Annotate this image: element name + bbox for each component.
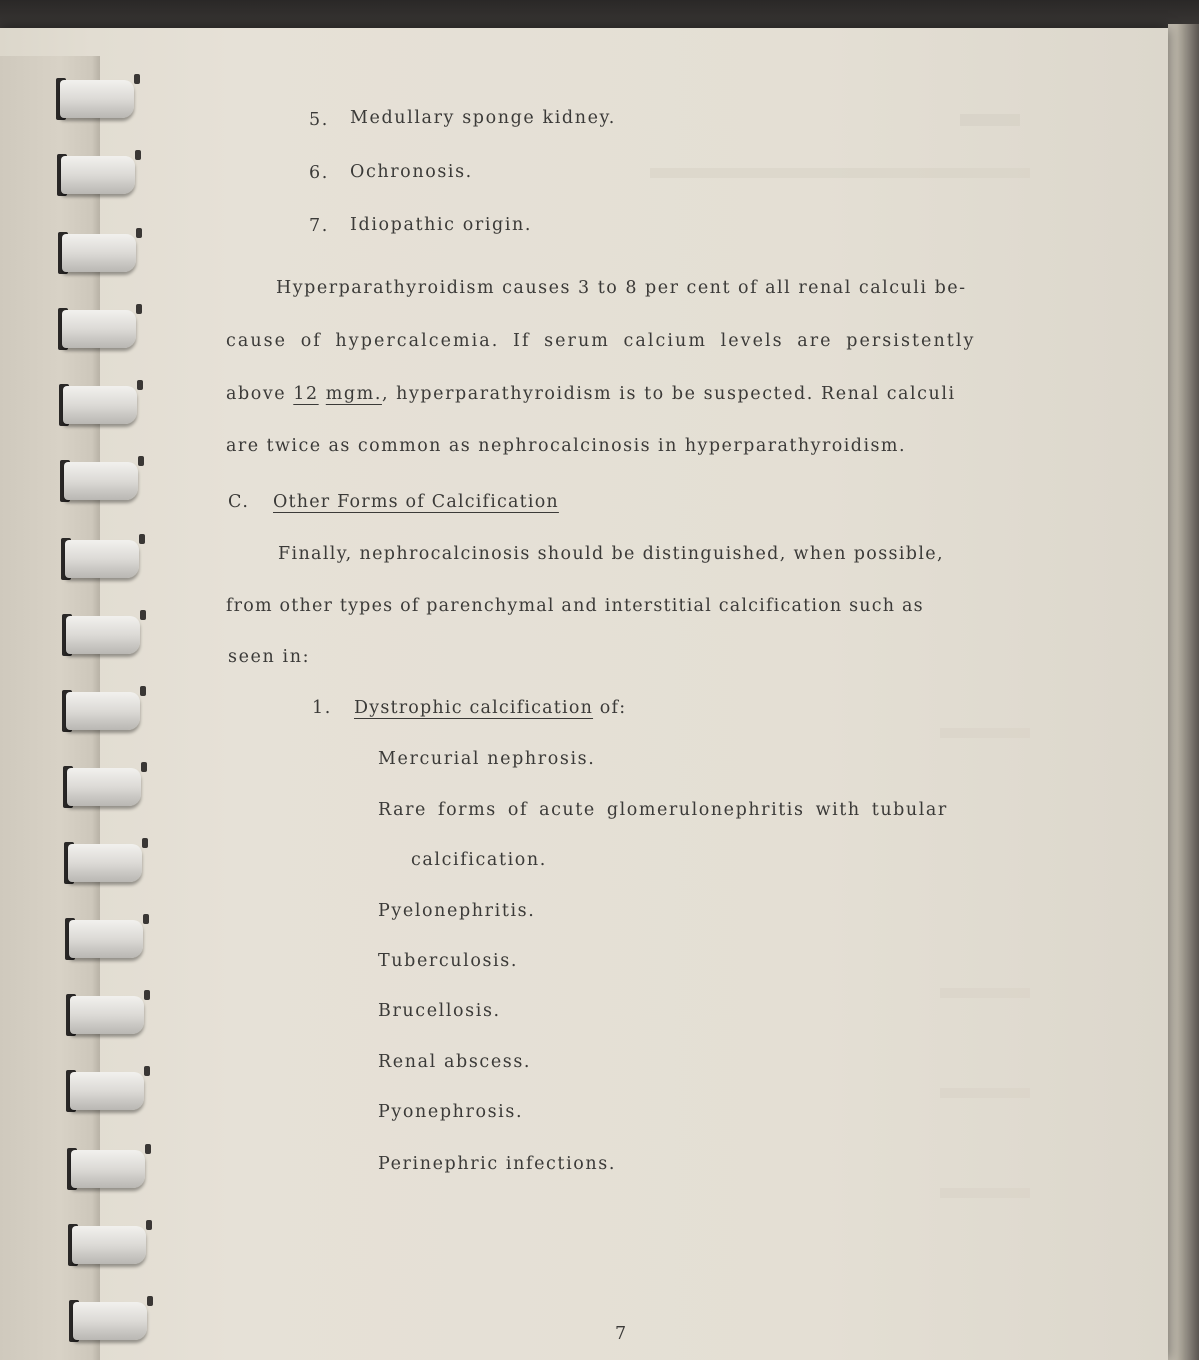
ring-tip [134,74,140,84]
ring-loop [62,310,136,348]
binding-ring [65,914,149,964]
ring-loop [64,462,138,500]
ring-loop [72,1226,146,1264]
ring-loop [61,156,135,194]
paragraph-text: above [226,384,294,404]
condition-item: Renal abscess. [378,1052,532,1072]
ring-loop [65,540,139,578]
paragraph-text [319,384,326,404]
paragraph-line: seen in: [228,647,311,667]
show-through-line [940,988,1030,998]
ring-loop [66,616,140,654]
ring-tip [137,380,143,390]
binding-ring [57,150,141,200]
ring-loop [67,768,141,806]
ring-loop [60,80,134,118]
ring-loop [62,234,136,272]
paragraph-line: are twice as common as nephrocalcinosis in hyperparathyroidism. [226,436,906,456]
ring-loop [66,692,140,730]
list-item-number: 5. [309,110,329,130]
ring-loop [69,920,143,958]
list-item-number: 7. [309,216,329,236]
binding-ring [66,1066,150,1116]
show-through-line [650,168,1030,178]
paragraph-line: cause of hypercalcemia. If serum calcium levels are persistently [226,331,976,351]
ring-tip [136,228,142,238]
ring-tip [143,914,149,924]
ring-loop [70,996,144,1034]
show-through-line [940,1188,1030,1198]
paragraph-line: Hyperparathyroidism causes 3 to 8 per cent of all renal calculi be- [276,278,967,298]
ring-tip [135,150,141,160]
ring-tip [144,1066,150,1076]
list-item-number: 6. [309,163,329,183]
condition-item: calcification. [411,850,547,870]
sub-item-number: 1. [312,698,332,718]
document-page [0,28,1168,1360]
binding-ring [62,610,146,660]
condition-item: Brucellosis. [378,1001,501,1021]
binding-ring [60,456,144,506]
binding-ring [66,990,150,1040]
ring-loop [70,1072,144,1110]
paragraph-line [226,384,956,404]
underlined-unit: mgm. [325,384,382,404]
binding-ring [56,74,140,124]
condition-item: Rare forms of acute glomerulonephritis with tubular [378,800,948,820]
ring-loop [63,386,137,424]
binding-ring [64,838,148,888]
paragraph-text: , hyperparathyroidism is to be suspected. Renal calculi [381,384,956,404]
show-through-line [940,1088,1030,1098]
page-number: 7 [615,1324,627,1344]
binding-ring [59,380,143,430]
condition-item: Pyonephrosis. [378,1102,524,1122]
show-through-line [940,728,1030,738]
binding-ring [63,762,147,812]
condition-item: Perinephric infections. [378,1154,617,1174]
binding-ring [69,1296,153,1346]
dark-background-top [0,0,1199,30]
show-through-line [960,114,1020,126]
section-letter: C. [228,492,250,512]
list-item-text: Idiopathic origin. [350,215,533,235]
ring-tip [145,1144,151,1154]
condition-item: Mercurial nephrosis. [378,749,596,769]
ring-tip [142,838,148,848]
binding-ring [58,228,142,278]
page-edge-shadow [1168,24,1199,1360]
ring-tip [146,1220,152,1230]
paragraph-line: Finally, nephrocalcinosis should be distinguished, when possible, [278,544,944,564]
ring-tip [147,1296,153,1306]
ring-tip [139,534,145,544]
binding-ring [67,1144,151,1194]
ring-tip [144,990,150,1000]
ring-tip [136,304,142,314]
ring-tip [140,610,146,620]
binding-ring [61,534,145,584]
paragraph-line: from other types of parenchymal and interstitial calcification such as [226,596,924,616]
condition-item: Tuberculosis. [378,951,518,971]
ring-loop [73,1302,147,1340]
underlined-value: 12 [293,384,319,404]
condition-item: Pyelonephritis. [378,901,536,921]
list-item-text: Medullary sponge kidney. [350,108,616,128]
binding-ring [68,1220,152,1270]
binding-ring [62,686,146,736]
sub-item-suffix: of: [593,698,627,718]
ring-tip [140,686,146,696]
binding-ring [58,304,142,354]
ring-loop [71,1150,145,1188]
ring-loop [68,844,142,882]
sub-item-line [354,698,626,718]
ring-tip [141,762,147,772]
sub-item-heading: Dystrophic calcification [354,698,594,718]
section-heading: Other Forms of Calcification [273,492,559,512]
ring-tip [138,456,144,466]
list-item-text: Ochronosis. [350,162,473,182]
